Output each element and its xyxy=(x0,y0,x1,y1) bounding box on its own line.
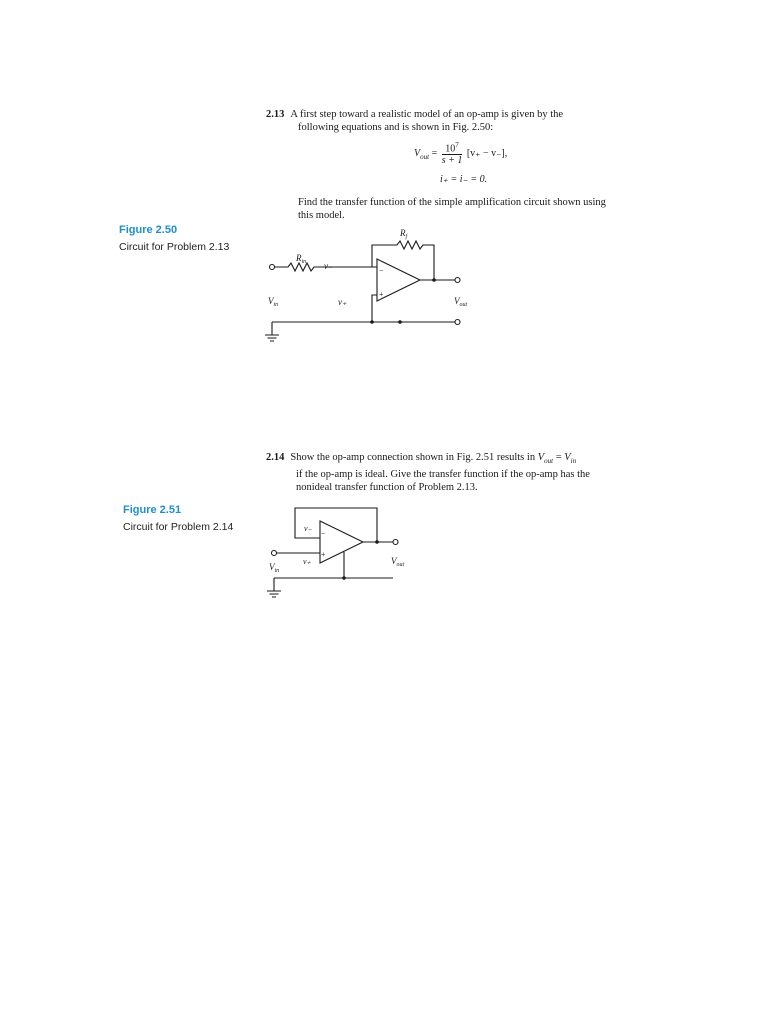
vout-label: $V_{out}$ xyxy=(454,296,468,308)
vout-label: $V_{out}$ xyxy=(391,556,405,568)
vminus-label: v₋ xyxy=(304,524,312,533)
vplus-label: v₊ xyxy=(303,557,311,566)
circuit-diagram-2-51 xyxy=(265,505,415,615)
op-amp xyxy=(320,521,363,563)
circuit-diagram-2-50 xyxy=(262,225,472,355)
ground-terminal xyxy=(455,320,460,325)
problem-number: 2.14 xyxy=(266,452,285,463)
problem-number: 2.13 xyxy=(266,109,285,120)
input-terminal xyxy=(272,551,277,556)
ground-icon xyxy=(267,578,281,597)
ground-icon xyxy=(265,322,279,341)
output-terminal xyxy=(455,278,460,283)
problem-2-13-line2: following equations and is shown in Fig. 2.50: xyxy=(298,122,494,133)
problem-2-13 xyxy=(266,108,666,134)
figure-caption: Circuit for Problem 2.14 xyxy=(123,521,234,533)
junction-dot xyxy=(370,320,374,324)
junction-dot xyxy=(432,278,436,282)
minus-sign: − xyxy=(379,266,384,275)
vminus-label: v₋ xyxy=(324,261,333,271)
junction-dot xyxy=(375,540,379,544)
input-terminal xyxy=(270,265,275,270)
output-terminal xyxy=(393,540,398,545)
figure-caption: Circuit for Problem 2.13 xyxy=(119,241,230,253)
problem-2-14: 2.14 Show the op-amp connection shown in Fig. 2.51 results in $V_{out} = V_{in}$ if the op-amp is ideal. Give the transfer function if the op-amp has the nonideal transfer function of Problem 2.13. xyxy=(266,451,666,494)
rf-label: $R_f$ xyxy=(400,228,408,240)
equation-currents: i₊ = i₋ = 0. xyxy=(440,174,488,185)
vplus-label: v₊ xyxy=(338,297,347,307)
plus-sign: + xyxy=(379,290,384,299)
plus-input-wire xyxy=(372,295,377,322)
problem-2-13-line1: 2.13 A first step toward a realistic model of an op-amp is given by the xyxy=(266,109,564,120)
transfer-fraction: $\frac{10^7}{s + 1}$ xyxy=(441,141,463,167)
equation-vout: $V_{out}$ = $\frac{10^7}{s + 1}$ [v₊ − v₋], xyxy=(414,141,508,167)
plus-sign: + xyxy=(321,550,326,559)
problem-2-14-line1: 2.14 Show the op-amp connection shown in Fig. 2.51 results in $V_{out} = V_{in}$ xyxy=(266,452,577,466)
figure-label: Figure 2.50 xyxy=(119,224,178,236)
figure-label: Figure 2.51 xyxy=(123,504,182,516)
junction-dot xyxy=(342,576,346,580)
minus-sign: − xyxy=(321,529,326,538)
junction-dot xyxy=(398,320,402,324)
vin-label: $V_{in}$ xyxy=(269,562,280,574)
rin-label: $R_{in}$ xyxy=(296,253,307,265)
problem-2-13-instruction: Find the transfer function of the simple amplification circuit shown using this model. xyxy=(298,197,606,221)
vin-label: $V_{in}$ xyxy=(268,296,279,308)
